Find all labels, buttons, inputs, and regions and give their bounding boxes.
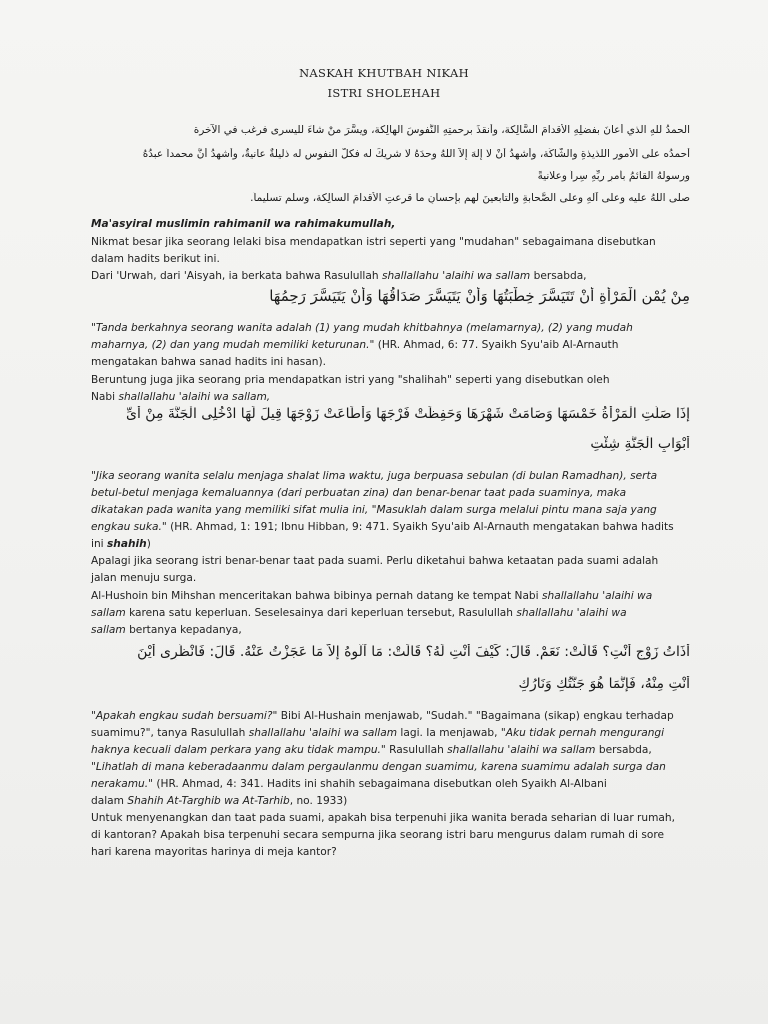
paragraph-line: di kantoran? Apakah bisa terpenuhi secara sempurna jika seorang istri baru mengurus dalam rumah di sore xyxy=(91,829,664,841)
honorific: sallam xyxy=(91,607,126,619)
paragraph-line xyxy=(91,607,627,619)
grade-label: shahih xyxy=(106,538,147,550)
arabic-opening-line: صلَّى اللهُ عليه وعلى آلهِ وعلى الصَّحابةِ والتابعينَ لهم بإحسانٍ ما قرعتِ الأقدامَ السالِكة، وسلَّم تسليماً. xyxy=(250,192,690,204)
text-span: maharnya, (2) dan yang mudah memiliki keturunan." xyxy=(91,339,375,351)
text-span: "Aku tidak pernah mengurangi xyxy=(500,727,665,739)
citation: (HR. Ahmad, 6: 77. Syaikh Syu'aib Al-Arnauth xyxy=(374,339,619,351)
text-span: bertanya kepadanya, xyxy=(125,624,242,636)
document-title: NASKAH KHUTBAH NIKAH xyxy=(299,66,469,80)
hadith-arabic: أَنْتِ مِنْهُ، فَإِنَّمَا هُوَ جَنَّتُكِ وَنَارُكِ xyxy=(518,676,690,692)
paragraph-line: hari karena mayoritas harinya di meja kantor? xyxy=(91,846,337,858)
hadith-translation-line: dikatakan pada wanita yang memiliki sifat mulia ini, "Masuklah dalam surga melalui pintu mana saja yang xyxy=(91,504,657,516)
hadith-arabic: أَذَاتُ زَوْجٍ أَنْتِ؟ قَالَتْ: نَعَمْ. قَالَ: كَيْفَ أَنْتِ لَهُ؟ قَالَتْ: مَا آلُوهُ إِلاَّ مَا عَجَزْتُ عَنْهُ. قَالَ: فَانْظُرِى أَيْنَ xyxy=(137,644,690,660)
paragraph-line: Untuk menyenangkan dan taat pada suami, apakah bisa terpenuhi jika wanita berada seharian di luar rumah, xyxy=(91,812,676,824)
paragraph-line xyxy=(91,391,270,403)
hadith-translation-line xyxy=(91,521,674,533)
paragraph-line: Apalagi jika seorang istri benar-benar taat pada suami. Perlu diketahui bahwa ketaatan pada suami adalah xyxy=(91,555,659,567)
honorific: shallallahu 'alaihi wa sallam xyxy=(447,744,596,756)
honorific: shallallahu 'alaihi wa sallam xyxy=(248,727,398,739)
hadith-translation-line xyxy=(91,778,607,790)
paragraph-line: jalan menuju surga. xyxy=(91,572,197,584)
text-span: lagi. Ia menjawab, xyxy=(397,727,501,739)
hadith-arabic: إِذَا صَلَّتِ الْمَرْأَةُ خَمْسَهَا وَصَامَتْ شَهْرَهَا وَحَفِظَتْ فَرْجَهَا وَأَطَاعَتْ زَوْجَهَا قِيلَ لَهَا ادْخُلِى الْجَنَّةَ مِنْ أَىِّ xyxy=(126,406,690,422)
paragraph-line xyxy=(91,624,242,636)
honorific: sallam xyxy=(91,624,126,636)
honorific: shallallahu 'alaihi wa xyxy=(516,607,627,619)
text-span: Bibi Al-Hushain menjawab, "Sudah." "Bagaimana (sikap) engkau terhadap xyxy=(277,710,674,722)
hadith-translation-line xyxy=(91,538,151,550)
hadith-translation-line xyxy=(91,710,674,722)
greeting: Ma'asyiral muslimin rahimanil wa rahimakumullah, xyxy=(91,218,396,230)
hadith-arabic: أَبْوَابِ الْجَنَّةِ شِئْتِ xyxy=(590,436,690,452)
text-span: engkau suka." xyxy=(91,521,167,533)
paragraph-line xyxy=(91,590,652,602)
hadith-translation-line: "Jika seorang wanita selalu menjaga shalat lima waktu, juga berpuasa sebulan (di bulan Ramadhan), serta xyxy=(91,470,658,482)
text-span: nerakamu." xyxy=(91,778,153,790)
arabic-opening-line: ورسولُهُ القائمُ بأمرِ ربِّهِ سِراً وعلانيةً xyxy=(537,170,690,182)
honorific: shallallahu 'alaihi wa sallam xyxy=(381,270,531,282)
hadith-translation-line: betul-betul menjaga kemaluannya (dari perbuatan zina) dan benar-benar taat pada suaminya, maka xyxy=(91,487,627,499)
honorific: shallallahu 'alaihi wa sallam, xyxy=(118,391,271,403)
paragraph-line: dalam hadits berikut ini. xyxy=(91,253,220,265)
hadith-translation-line xyxy=(91,339,618,351)
citation: (HR. Ahmad, 4: 341. Hadits ini shahih sebagaimana disebutkan oleh Syaikh Al-Albani xyxy=(152,778,607,790)
text-span: bersabda, xyxy=(595,744,652,756)
book-title: Shahih At-Targhib wa At-Tarhib xyxy=(127,795,290,807)
hadith-translation-line xyxy=(91,727,664,739)
hadith-translation-line xyxy=(91,744,652,756)
text-span: Al-Hushoin bin Mihshan menceritakan bahwa bibinya pernah datang ke tempat Nabi xyxy=(91,590,542,602)
text-span: bersabda, xyxy=(530,270,587,282)
hadith-translation-line xyxy=(91,795,347,807)
hadith-arabic: مِنْ يُمْنِ الْمَرْأَةِ أَنْ تَتَيَسَّرَ خِطْبَتُهَا وَأَنْ يَتَيَسَّرَ صَدَاقُهَا وَأَنْ يَتَيَسَّرَ رَحِمُهَا xyxy=(269,287,690,305)
text-span: dalam xyxy=(91,795,128,807)
paragraph-line: Nikmat besar jika seorang lelaki bisa mendapatkan istri seperti yang "mudahan" sebagaimana disebutkan xyxy=(91,236,656,248)
text-span: "Apakah engkau sudah bersuami?" xyxy=(91,710,278,722)
text-span: Rasulullah xyxy=(385,744,448,756)
text-span: suamimu?", tanya Rasulullah xyxy=(91,727,249,739)
paragraph-line xyxy=(91,270,587,282)
text-span: Nabi xyxy=(91,391,119,403)
paragraph-line: Beruntung juga jika seorang pria mendapatkan istri yang "shalihah" seperti yang disebutkan oleh xyxy=(91,374,610,386)
arabic-opening-line: أحمدُه على الأمورِ اللَّذيذةِ والشَّاكّة، وأشهدُ أنْ لا إلهَ إلاَّ اللهُ وحدَهُ لا شريكَ له فكلُّ النفوسِ له ذليلةٌ عانيةٌ، وأشهدُ أنَّ محمداً عبدُهُ xyxy=(142,148,690,160)
text-span: Dari 'Urwah, dari 'Aisyah, ia berkata bahwa Rasulullah xyxy=(91,270,382,282)
text-span: ini xyxy=(91,538,107,550)
text-span: karena satu keperluan. Seselesainya dari keperluan tersebut, Rasulullah xyxy=(125,607,517,619)
hadith-translation-line: "Lihatlah di mana keberadaanmu dalam pergaulanmu dengan suamimu, karena suamimu adalah surga dan xyxy=(91,761,666,773)
arabic-opening-line: الحمدُ للهِ الَّذي أعانَ بفضلِهِ الأقدامَ السَّالِكة، وأنقذَ برحمتِهِ النُّفوسَ الهالِكة، ويسَّرَ منْ شاءَ لليسرى فرغب في الآخرة xyxy=(193,124,690,136)
text-span: haknya kecuali dalam perkara yang aku tidak mampu." xyxy=(91,744,386,756)
hadith-translation-line: mengatakan bahwa sanad hadits ini hasan). xyxy=(91,356,327,368)
text-span: , no. 1933) xyxy=(289,795,348,807)
document-subtitle: ISTRI SHOLEHAH xyxy=(327,86,441,100)
honorific: shallallahu 'alaihi wa xyxy=(541,590,653,602)
text-span: ) xyxy=(146,538,151,550)
citation: (HR. Ahmad, 1: 191; Ibnu Hibban, 9: 471. Syaikh Syu'aib Al-Arnauth mengatakan bahwa hadits xyxy=(166,521,674,533)
hadith-translation-line: "Tanda berkahnya seorang wanita adalah (1) yang mudah khitbahnya (melamarnya), (2) yang mudah xyxy=(91,322,633,334)
